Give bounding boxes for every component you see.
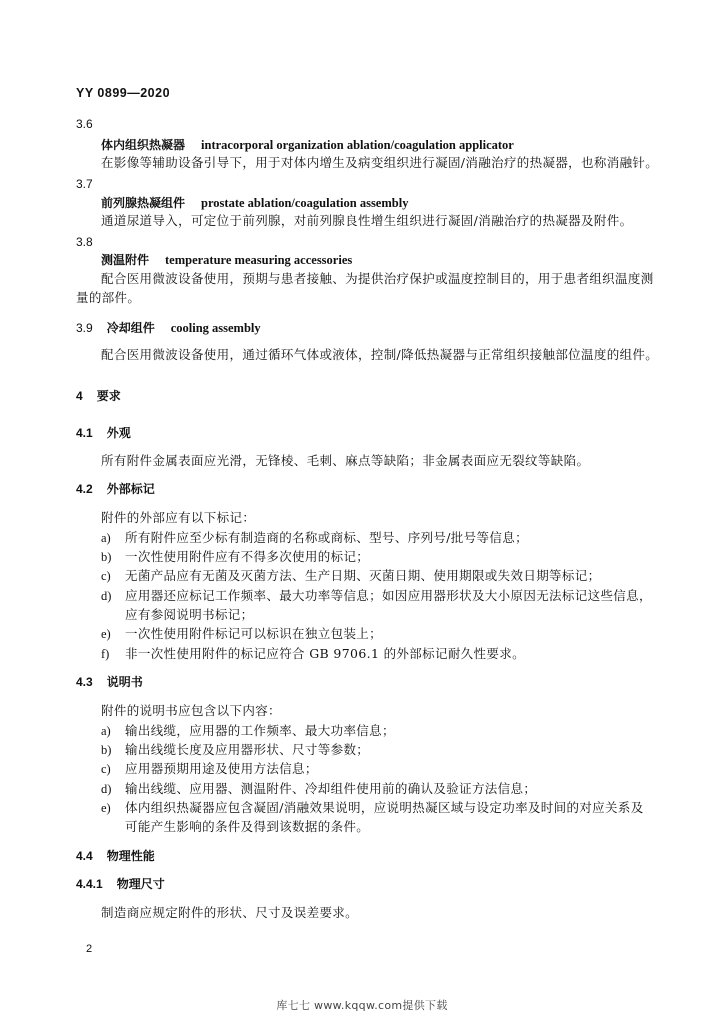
section-number: 4.4 — [76, 849, 93, 863]
section-title: 说明书 — [106, 675, 143, 689]
section-heading — [76, 427, 131, 439]
section-heading — [76, 483, 155, 495]
section-number: 4.2 — [76, 482, 93, 496]
list-item: 应用器还应标记工作频率、最大功率等信息；如因应用器形状及大小原因无法标记这些信息， — [125, 588, 652, 603]
section-title: 外观 — [106, 426, 131, 440]
list-item: 体内组织热凝器应包含凝固/消融效果说明，应说明热凝区域与设定功率及时间的对应关系及 — [125, 800, 644, 815]
term-definition: 配合医用微波设备使用，通过循环气体或液体，控制/降低热凝器与正常组织接触部位温度的组件。 — [101, 347, 659, 362]
section-title: 物理尺寸 — [116, 877, 165, 891]
term-en: intracorporal organization ablation/coagulation applicator — [201, 138, 514, 152]
clause-number: 3.7 — [76, 177, 93, 191]
page-number: 2 — [86, 943, 93, 955]
section-number: 4.3 — [76, 675, 93, 689]
list-item-continued: 应有参阅说明书标记； — [125, 607, 254, 622]
term-en: temperature measuring accessories — [165, 253, 353, 267]
list-marker: d) — [101, 589, 112, 603]
list-marker: c) — [101, 569, 111, 583]
term-heading — [101, 139, 514, 152]
section-number: 4.1 — [76, 426, 93, 440]
standard-number: YY 0899—2020 — [76, 86, 171, 100]
list-item: 一次性使用附件应有不得多次使用的标记； — [125, 549, 370, 564]
term-definition: 配合医用微波设备使用，预期与患者接触、为提供治疗保护或温度控制目的，用于患者组织温度测 — [101, 271, 654, 286]
list-item: 输出线缆，应用器的工作频率、最大功率信息； — [125, 723, 395, 738]
list-marker: b) — [101, 550, 112, 564]
term-heading — [76, 322, 261, 335]
section-heading — [76, 676, 143, 688]
term-definition: 在影像等辅助设备引导下，用于对体内增生及病变组织进行凝固/消融治疗的热凝器，也称消融针。 — [101, 155, 659, 170]
list-item: 输出线缆长度及应用器形状、尺寸等参数； — [125, 742, 370, 757]
paragraph: 所有附件金属表面应光滑，无锋棱、毛刺、麻点等缺陷；非金属表面应无裂纹等缺陷。 — [101, 453, 590, 468]
list-intro: 附件的外部应有以下标记： — [101, 510, 256, 525]
list-item-continued: 可能产生影响的条件及得到该数据的条件。 — [125, 819, 370, 834]
list-marker: b) — [101, 743, 112, 757]
list-marker: a) — [101, 724, 111, 738]
clause-number: 3.8 — [76, 235, 93, 249]
section-title: 物理性能 — [106, 849, 155, 863]
list-item: 应用器预期用途及使用方法信息； — [125, 761, 318, 776]
list-item: 所有附件应至少标有制造商的名称或商标、型号、序列号/批号等信息； — [125, 530, 528, 545]
list-item: 输出线缆、应用器、测温附件、冷却组件使用前的确认及验证方法信息； — [125, 781, 537, 796]
term-cn: 前列腺热凝组件 — [101, 196, 186, 210]
term-definition-continued: 量的部件。 — [76, 290, 141, 305]
list-item: 无菌产品应有无菌及灭菌方法、生产日期、灭菌日期、使用期限或失效日期等标记； — [125, 568, 601, 583]
term-cn: 体内组织热凝器 — [101, 138, 186, 152]
section-heading — [76, 878, 165, 890]
section-number: 4.4.1 — [76, 877, 103, 891]
term-en: cooling assembly — [170, 321, 261, 335]
section-heading — [76, 850, 155, 862]
clause-number: 3.6 — [76, 117, 93, 131]
term-heading — [101, 197, 408, 210]
list-item: 一次性使用附件标记可以标识在独立包装上； — [125, 626, 383, 641]
list-marker: c) — [101, 762, 111, 776]
list-marker: a) — [101, 531, 111, 545]
list-marker: e) — [101, 801, 111, 815]
term-heading — [101, 254, 352, 267]
section-number: 4 — [76, 389, 83, 403]
term-en: prostate ablation/coagulation assembly — [201, 196, 409, 210]
list-marker: f) — [101, 647, 110, 661]
list-marker: d) — [101, 782, 112, 796]
clause-number: 3.9 — [76, 321, 93, 335]
section-heading — [76, 390, 121, 402]
term-definition: 通道尿道导入，可定位于前列腺，对前列腺良性增生组织进行凝固/消融治疗的热凝器及附件。 — [101, 213, 633, 228]
term-cn: 测温附件 — [101, 253, 150, 267]
list-intro: 附件的说明书应包含以下内容： — [101, 703, 281, 718]
term-cn: 冷却组件 — [106, 321, 155, 335]
list-item: 非一次性使用附件的标记应符合 GB 9706.1 的外部标记耐久性要求。 — [125, 646, 525, 661]
list-marker: e) — [101, 627, 111, 641]
section-title: 外部标记 — [106, 482, 155, 496]
download-footer: 库七七 www.kqqw.com提供下载 — [276, 999, 448, 1012]
section-title: 要求 — [96, 389, 121, 403]
paragraph: 制造商应规定附件的形状、尺寸及误差要求。 — [101, 905, 359, 920]
